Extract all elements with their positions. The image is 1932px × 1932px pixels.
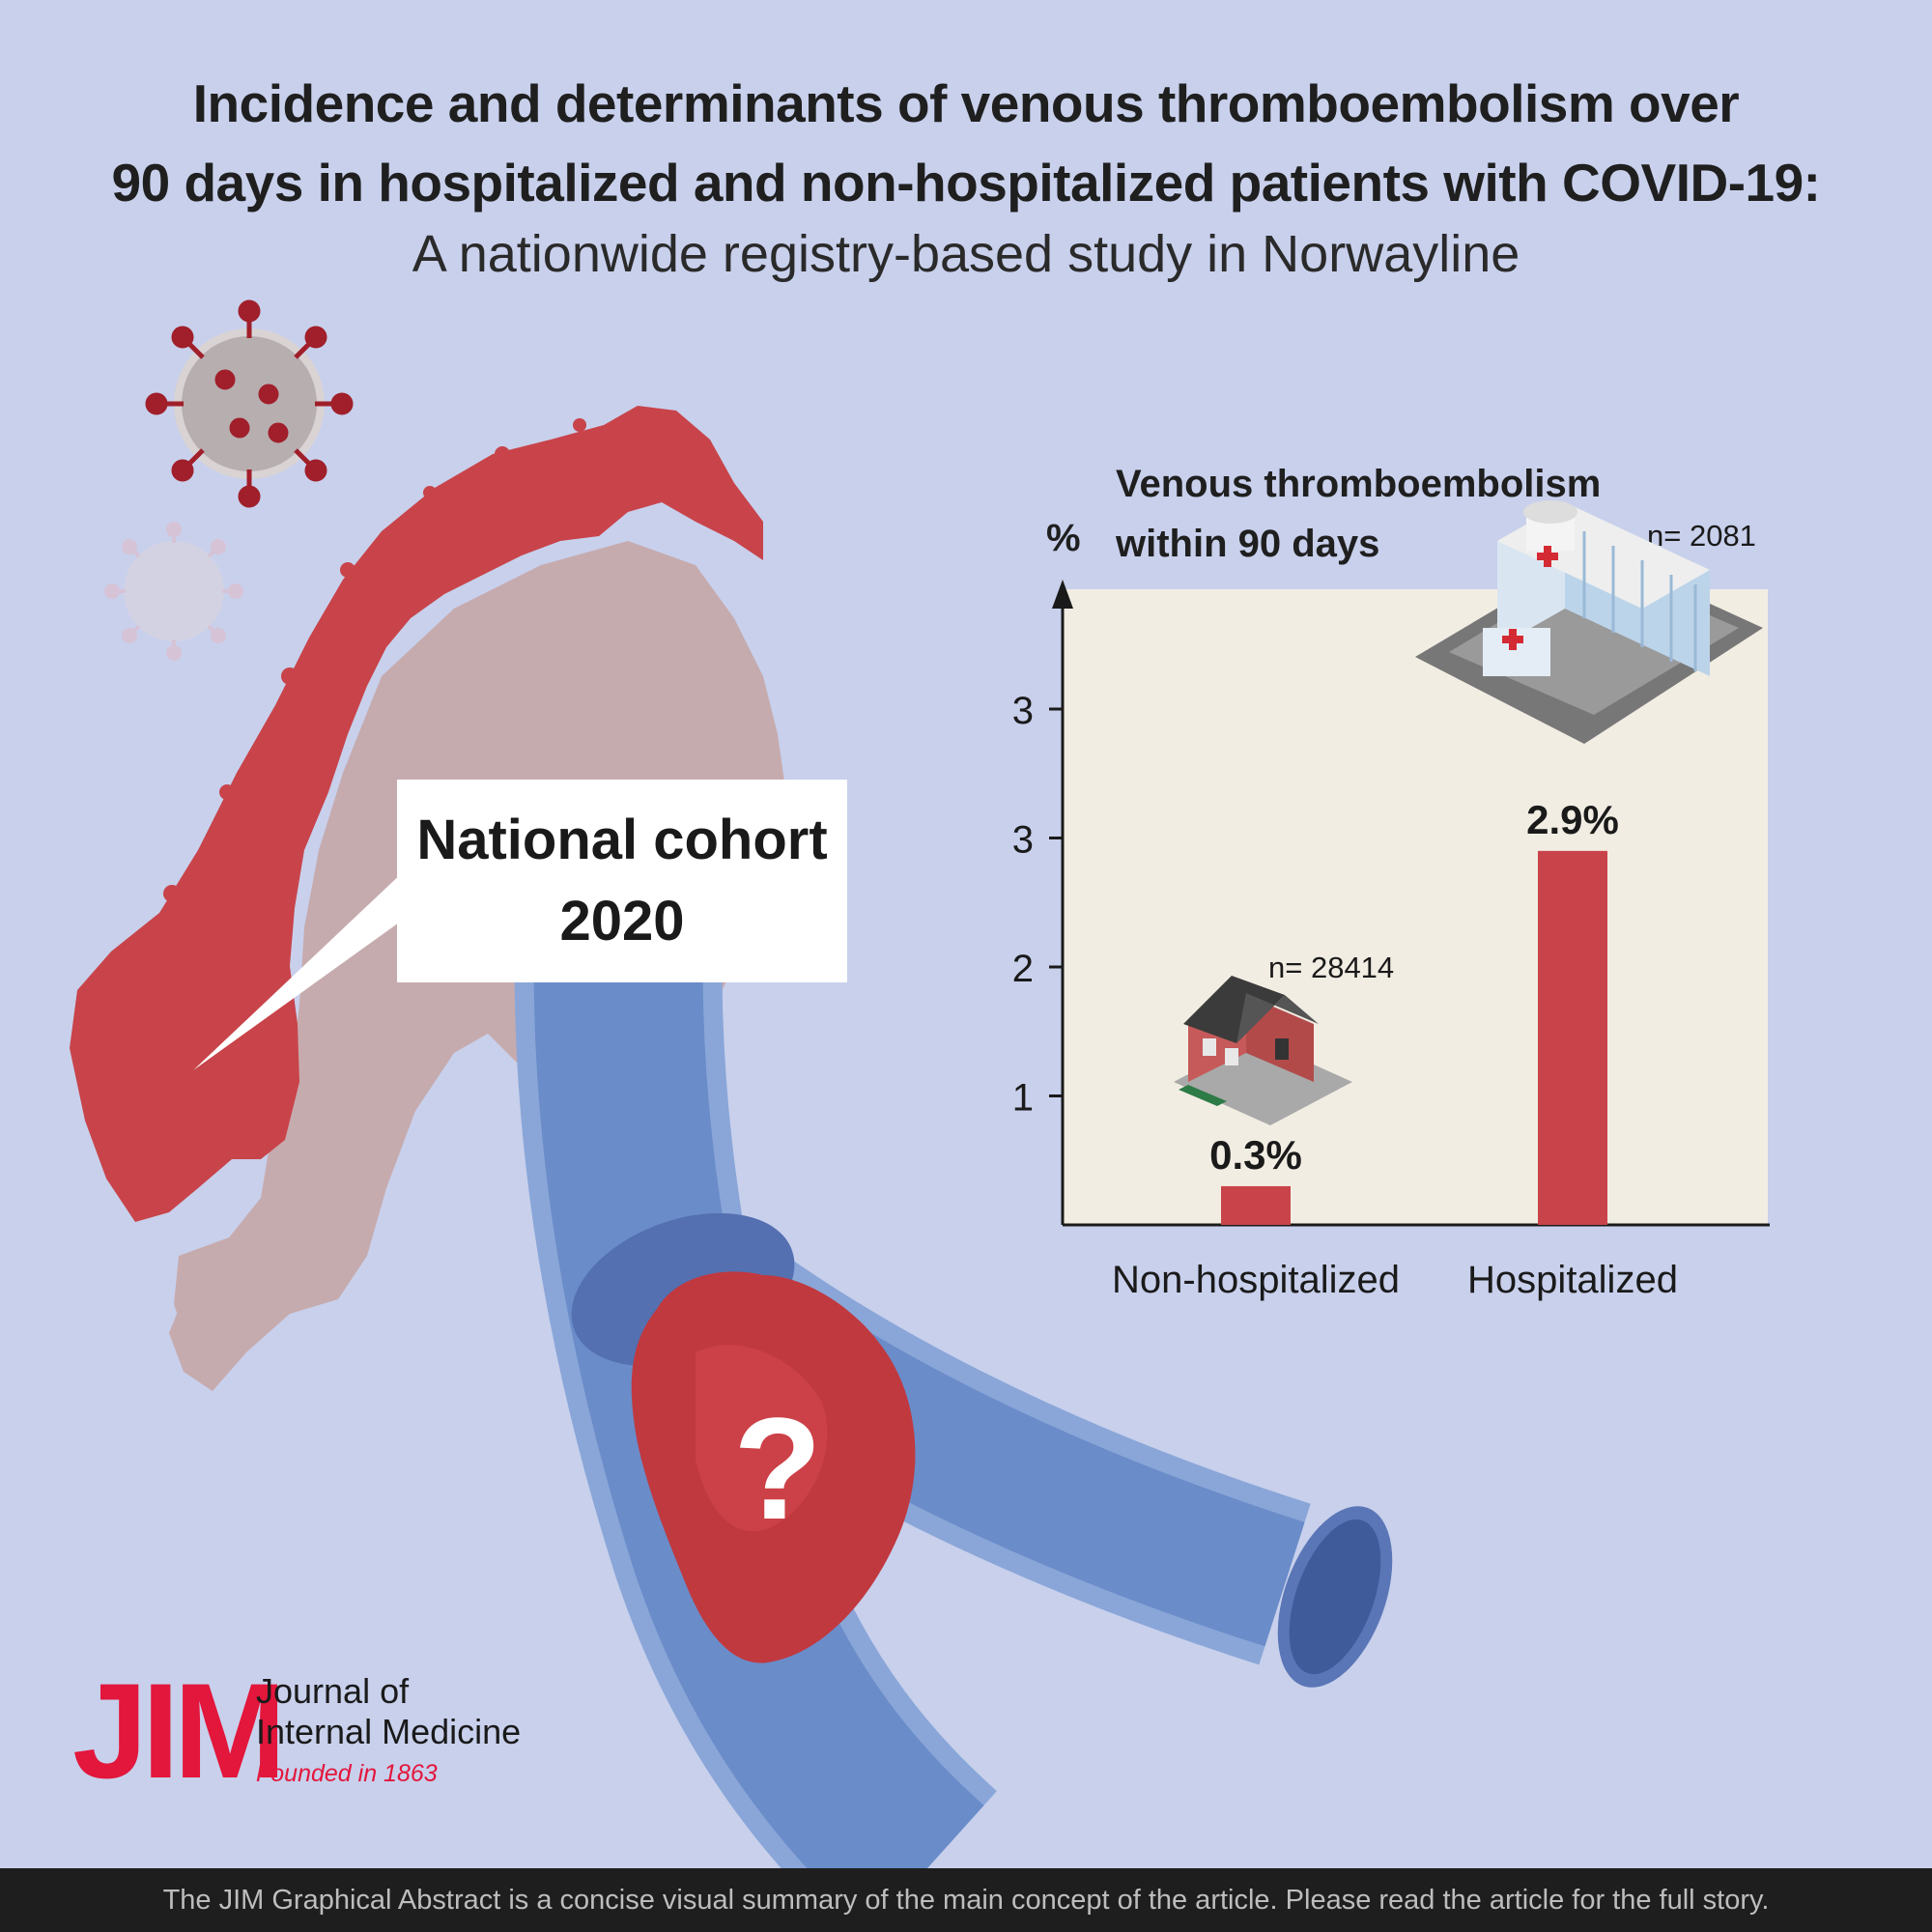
sample-size-label: n= 28414 [1268,951,1395,984]
x-category-label: Hospitalized [1467,1259,1678,1301]
chart-title-line-2: within 90 days [1116,523,1380,565]
bar-value-label: 2.9% [1526,796,1619,842]
journal-founded: Founded in 1863 [256,1760,438,1787]
chart-title [1116,454,1601,574]
clot-question-mark: ? [733,1387,822,1549]
journal-name-line-2: Internal Medicine [256,1712,522,1751]
callout-line-2: 2020 [559,890,685,952]
x-category-label: Non-hospitalized [1112,1259,1400,1301]
callout-national-cohort [397,780,847,982]
virus-icon [148,302,351,505]
bar-non-hospitalized [1221,1186,1291,1225]
bar-hospitalized [1538,851,1607,1225]
y-tick-label: 3 [1011,818,1034,862]
sample-size-label: n= 2081 [1647,519,1756,553]
jim-logo: JIM [72,1655,281,1806]
title-line-1: Incidence and determinants of venous thromboembolism over [192,73,1740,133]
y-tick-label: 1 [1011,1076,1034,1120]
journal-name [256,1671,521,1752]
footer-disclaimer: The JIM Graphical Abstract is a concise visual summary of the main concept of the article. Please read the article for the full story. [0,1868,1932,1932]
vte-chart [1012,500,1770,1301]
title-line-2: 90 days in hospitalized and non-hospitalized patients with COVID-19: [111,153,1821,213]
chart-title-line-1: Venous thromboembolism [1116,463,1602,505]
callout-line-1: National cohort [416,809,828,871]
y-tick-label: 2 [1011,948,1034,990]
journal-name-line-1: Journal of [256,1671,410,1711]
page-subtitle: A nationwide registry-based study in Norwayline [412,225,1520,283]
y-tick-label: 3 [1011,690,1034,732]
bar-value-label: 0.3% [1209,1131,1302,1178]
virus-faded-icon [106,524,242,659]
y-axis-label: % [1046,517,1081,559]
